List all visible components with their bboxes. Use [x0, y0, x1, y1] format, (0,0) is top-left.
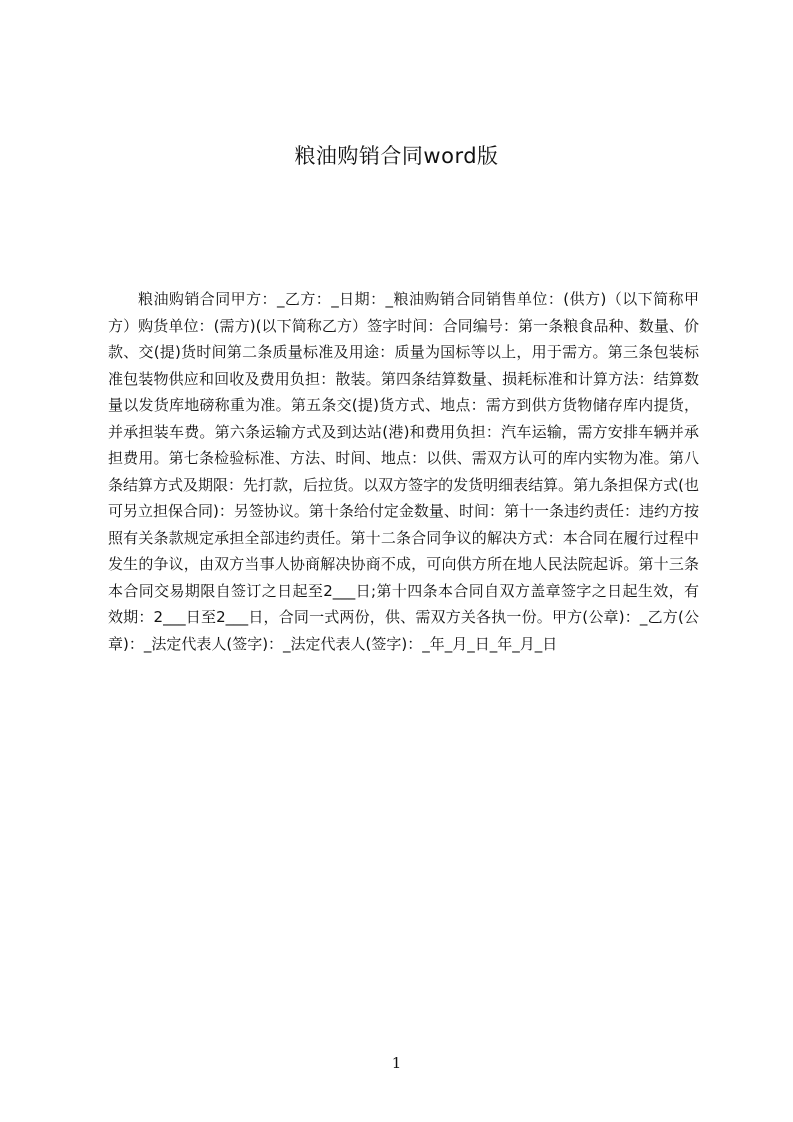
document-title: 粮油购销合同word版	[294, 144, 499, 168]
document-body-paragraph: 粮油购销合同甲方：_乙方：_日期：_粮油购销合同销售单位：(供方)（以下简称甲方）购货单位：(需方)(以下简称乙方）签字时间：合同编号：第一条粮食品种、数量、价款、交(提)货时间第二条质量标准及用途：质量为国标等以上，用于需方。第三条包装标准包装物供应和回收及费用负担：散装。第四条结算数量、损耗标准和计算方法：结算数量以发货库地磅称重为准。第五条交(提)货方式、地点：需方到供方货物储存库内提货，并承担装车费。第六条运输方式及到达站(港)和费用负担：汽车运输，需方安排车辆并承担费用。第七条检验标准、方法、时间、地点：以供、需双方认可的库内实物为准。第八条结算方式及期限：先打款，后拉货。以双方签字的发货明细表结算。第九条担保方式(也可另立担保合同)：另签协议。第十条给付定金数量、时间：第十一条违约责任：违约方按照有关条款规定承担全部违约责任。第十二条合同争议的解决方式：本合同在履行过程中发生的争议，由双方当事人协商解决协商不成，可向供方所在地人民法院起诉。第十三条本合同交易期限自签订之日起至2___日;第十四条本合同自双方盖章签字之日起生效，有效期：2___日至2___日，合同一式两份，供、需双方关各执一份。甲方(公章)：_乙方(公章)：_法定代表人(签字)：_法定代表人(签字)：_年_月_日_年_月_日	[108, 290, 699, 653]
page-number: 1	[391, 1054, 402, 1072]
